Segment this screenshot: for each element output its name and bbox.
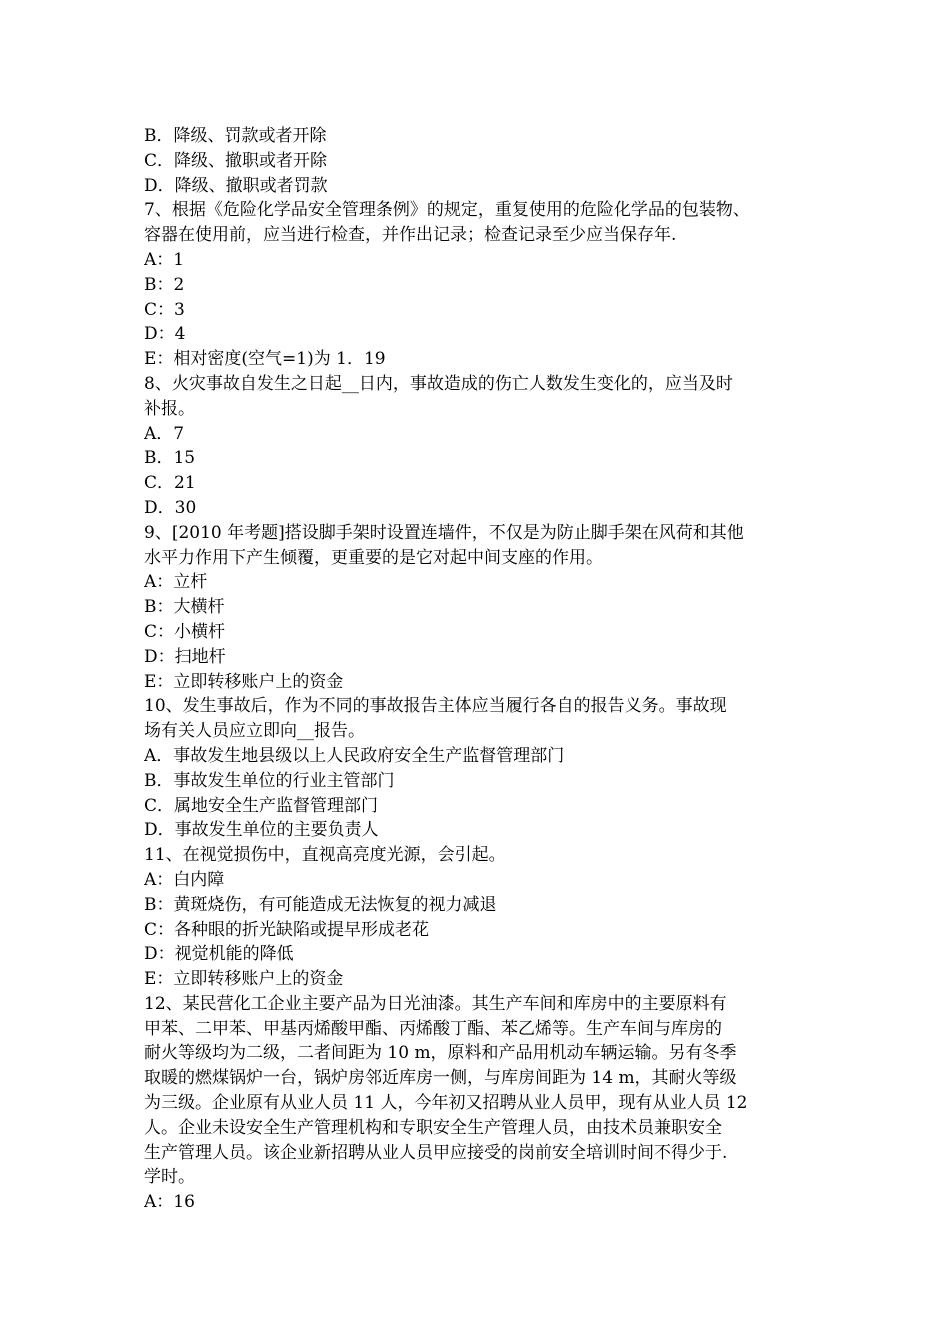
answer-option: E：相对密度(空气=1)为 1．19	[144, 349, 386, 370]
answer-option: E：立即转移账户上的资金	[144, 969, 344, 990]
answer-option: A．事故发生地县级以上人民政府安全生产监督管理部门	[144, 745, 565, 766]
answer-option: A．7	[144, 423, 185, 444]
answer-option: C：各种眼的折光缺陷或提早形成老花	[144, 919, 430, 940]
question-text-line: 12、某民营化工企业主要产品为日光油漆。其生产车间和库房中的主要原料有	[144, 993, 727, 1014]
question-text-line: 取暖的燃煤锅炉一台，锅炉房邻近库房一侧，与库房间距为 14 m，其耐火等级	[144, 1068, 737, 1089]
question-text-line: 场有关人员应立即向__报告。	[144, 721, 365, 742]
answer-option: B．事故发生单位的行业主管部门	[144, 770, 395, 791]
answer-option: D：4	[144, 324, 186, 345]
answer-option: D：扫地杆	[144, 646, 226, 667]
question-text-line: 11、在视觉损伤中，直视高亮度光源，会引起。	[144, 845, 506, 866]
question-text-line: 人。企业未设安全生产管理机构和专职安全生产管理人员，由技术员兼职安全	[144, 1117, 722, 1138]
question-text-line: 耐火等级均为二级，二者间距为 10 m，原料和产品用机动车辆运输。另有冬季	[144, 1043, 737, 1064]
question-text-line: 9、[2010 年考题]搭设脚手架时设置连墙件，不仅是为防止脚手架在风荷和其他	[144, 522, 744, 543]
answer-option: B．降级、罚款或者开除	[144, 126, 327, 146]
answer-option: C：小横杆	[144, 621, 226, 642]
answer-option: B：黄斑烧伤，有可能造成无法恢复的视力减退	[144, 894, 497, 915]
answer-option: B：大横杆	[144, 597, 225, 618]
document-body	[144, 124, 814, 1215]
question-text-line: 10、发生事故后，作为不同的事故报告主体应当履行各自的报告义务。事故现	[144, 696, 727, 717]
question-text-line: 容器在使用前，应当进行检查，并作出记录；检查记录至少应当保存年.	[144, 225, 677, 246]
question-text-line: 水平力作用下产生倾覆，更重要的是它对起中间支座的作用。	[144, 547, 603, 568]
question-text-line: 7、根据《危险化学品安全管理条例》的规定，重复使用的危险化学品的包装物、	[144, 200, 750, 221]
answer-option: C：3	[144, 299, 185, 320]
answer-option: B．15	[144, 448, 196, 469]
question-text-line: 学时。	[144, 1167, 195, 1188]
question-text-line: 补报。	[144, 398, 195, 419]
answer-option: B：2	[144, 274, 185, 295]
answer-option: A：立杆	[144, 572, 208, 593]
answer-option: A：1	[144, 249, 185, 270]
question-text-line: 生产管理人员。该企业新招聘从业人员甲应接受的岗前安全培训时间不得少于.	[144, 1142, 728, 1163]
answer-option: D．事故发生单位的主要负责人	[144, 820, 379, 841]
answer-option: D．降级、撤职或者罚款	[144, 175, 328, 196]
question-text-line: 为三级。企业原有从业人员 11 人，今年初又招聘从业人员甲，现有从业人员 12	[144, 1093, 748, 1114]
question-text-line: 甲苯、二甲苯、甲基丙烯酸甲酯、丙烯酸丁酯、苯乙烯等。生产车间与库房的	[144, 1018, 722, 1039]
answer-option: D．30	[144, 497, 197, 518]
answer-option: C．降级、撤职或者开除	[144, 150, 328, 171]
answer-option: A：白内障	[144, 869, 225, 890]
answer-option: C．属地安全生产监督管理部门	[144, 795, 379, 816]
answer-option: C．21	[144, 473, 196, 494]
answer-option: D：视觉机能的降低	[144, 944, 294, 965]
answer-option: A：16	[144, 1192, 195, 1213]
question-text-line: 8、火灾事故自发生之日起__日内，事故造成的伤亡人数发生变化的，应当及时	[144, 373, 733, 394]
answer-option: E：立即转移账户上的资金	[144, 671, 344, 692]
